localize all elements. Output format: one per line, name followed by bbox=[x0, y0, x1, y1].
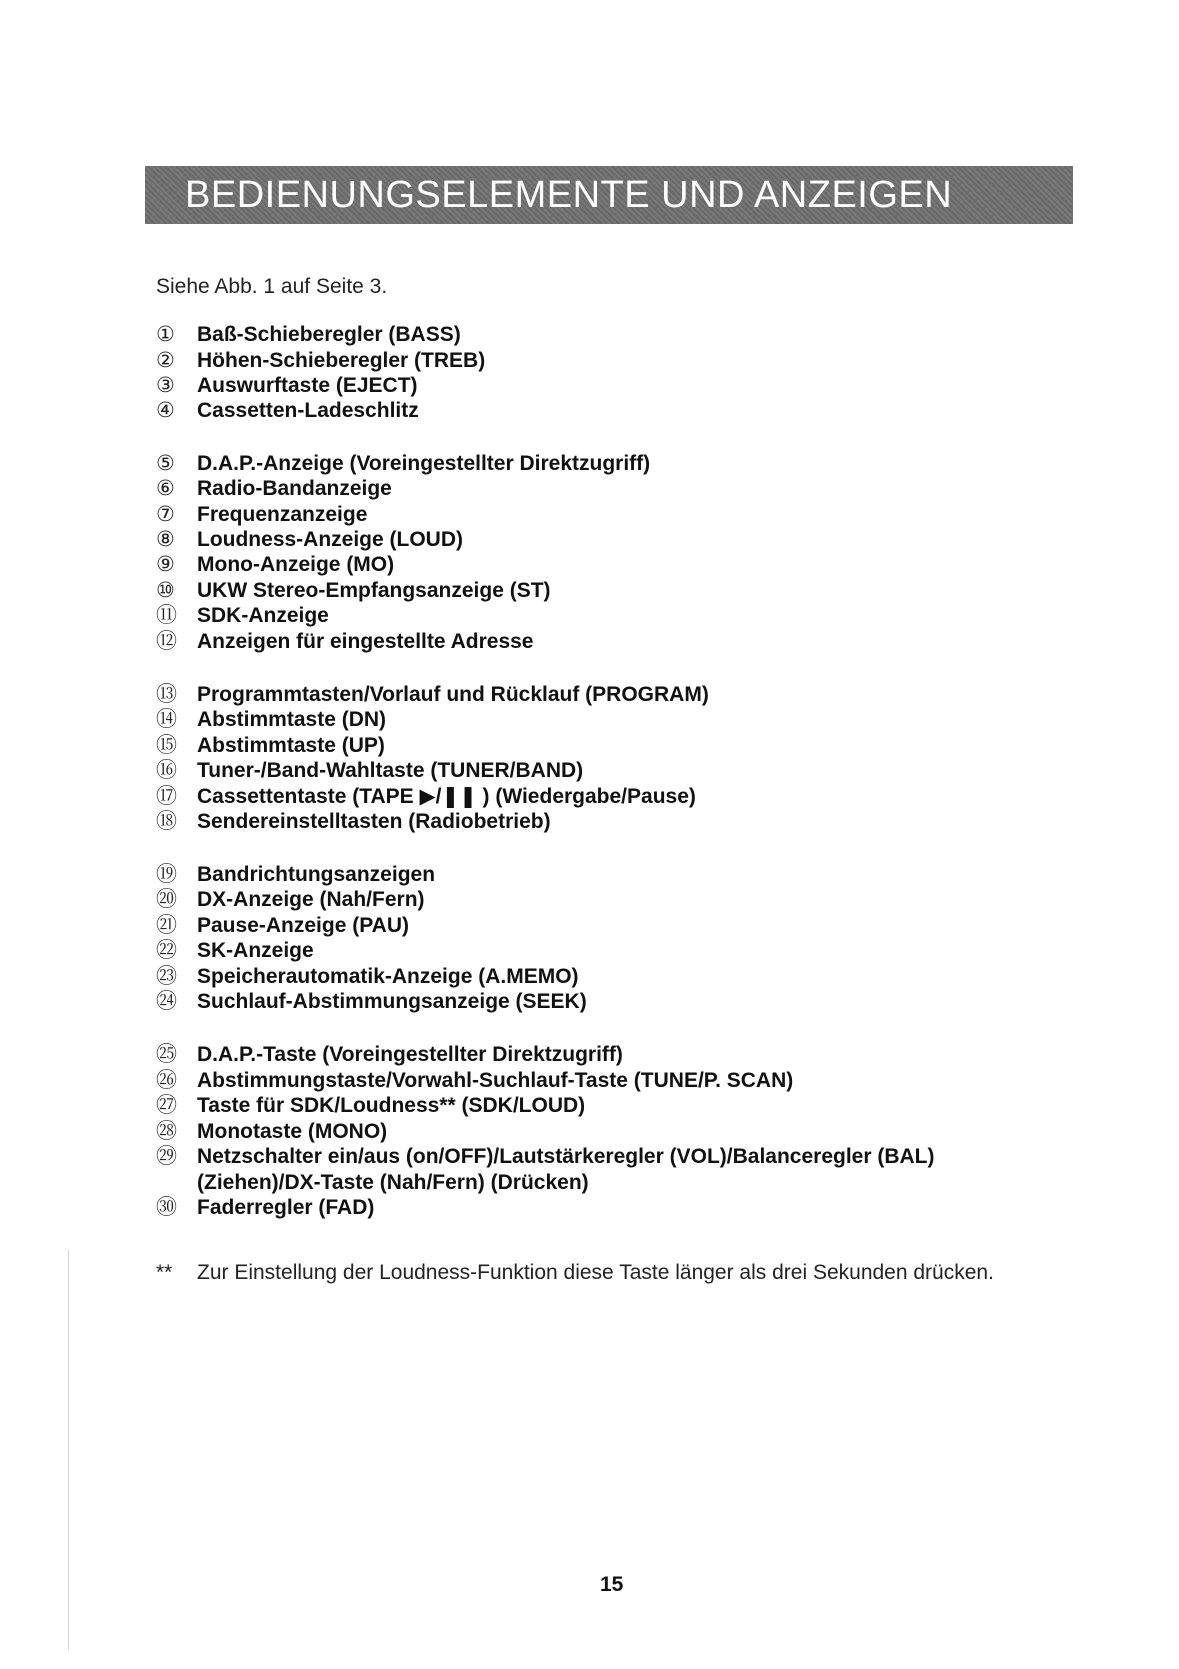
item-number: ⑩ bbox=[156, 579, 175, 602]
item-label: Auswurftaste (EJECT) bbox=[197, 374, 418, 397]
item-number: ⑰ bbox=[156, 785, 177, 808]
item-number: ⑬ bbox=[156, 683, 177, 706]
item-label: Abstimmungstaste/Vorwahl-Suchlauf-Taste (TUNE/P. SCAN) bbox=[197, 1069, 794, 1092]
page-number: 15 bbox=[600, 1573, 624, 1596]
footnote-mark: ** bbox=[156, 1261, 173, 1284]
item-label: Abstimmtaste (UP) bbox=[197, 734, 385, 757]
item-number: ③ bbox=[156, 374, 175, 397]
item-label: Radio-Bandanzeige bbox=[197, 477, 392, 500]
item-number: ㉔ bbox=[156, 990, 177, 1013]
item-number: ⑳ bbox=[156, 888, 177, 911]
item-label: UKW Stereo-Empfangsanzeige (ST) bbox=[197, 579, 551, 602]
item-number: ⑨ bbox=[156, 553, 175, 576]
margin-rule bbox=[68, 1250, 69, 1650]
item-label: Sendereinstelltasten (Radiobetrieb) bbox=[197, 810, 551, 833]
item-number: ⑯ bbox=[156, 759, 177, 782]
item-label: Netzschalter ein/aus (on/OFF)/Lautstärkeregler (VOL)/Balanceregler (BAL) bbox=[197, 1145, 935, 1168]
item-label: Höhen-Schieberegler (TREB) bbox=[197, 349, 486, 372]
item-number: ⑮ bbox=[156, 734, 177, 757]
item-label: Bandrichtungsanzeigen bbox=[197, 863, 436, 886]
item-number: ⑲ bbox=[156, 863, 177, 886]
item-label: Baß-Schieberegler (BASS) bbox=[197, 323, 461, 346]
item-number: ⑫ bbox=[156, 630, 177, 653]
item-label: D.A.P.-Taste (Voreingestellter Direktzugriff) bbox=[197, 1043, 623, 1066]
item-label: Speicherautomatik-Anzeige (A.MEMO) bbox=[197, 965, 579, 988]
item-label: Suchlauf-Abstimmungsanzeige (SEEK) bbox=[197, 990, 587, 1013]
item-number: ⑤ bbox=[156, 452, 175, 475]
item-label: Monotaste (MONO) bbox=[197, 1120, 388, 1143]
item-label: Mono-Anzeige (MO) bbox=[197, 553, 395, 576]
item-label: D.A.P.-Anzeige (Voreingestellter Direktzugriff) bbox=[197, 452, 651, 475]
item-label: SDK-Anzeige bbox=[197, 604, 329, 627]
footnote-text: Zur Einstellung der Loudness-Funktion diese Taste länger als drei Sekunden drücken. bbox=[197, 1261, 994, 1284]
item-label: Programmtasten/Vorlauf und Rücklauf (PROGRAM) bbox=[197, 683, 709, 706]
intro-reference: Siehe Abb. 1 auf Seite 3. bbox=[156, 275, 388, 298]
item-number: ⑦ bbox=[156, 503, 175, 526]
item-number: ㉑ bbox=[156, 914, 177, 937]
item-number: ① bbox=[156, 323, 175, 346]
item-number: ⑱ bbox=[156, 810, 177, 833]
item-label: Tuner-/Band-Wahltaste (TUNER/BAND) bbox=[197, 759, 584, 782]
section-heading: BEDIENUNGSELEMENTE UND ANZEIGEN bbox=[185, 174, 953, 216]
item-label: (Ziehen)/DX-Taste (Nah/Fern) (Drücken) bbox=[197, 1171, 589, 1194]
item-number: ㉚ bbox=[156, 1196, 177, 1219]
item-label: Frequenzanzeige bbox=[197, 503, 368, 526]
item-label: Taste für SDK/Loudness** (SDK/LOUD) bbox=[197, 1094, 586, 1117]
item-label: Cassetten-Ladeschlitz bbox=[197, 399, 419, 422]
item-label: Pause-Anzeige (PAU) bbox=[197, 914, 409, 937]
item-number: ㉒ bbox=[156, 939, 177, 962]
item-number: ㉘ bbox=[156, 1120, 177, 1143]
item-number: ㉓ bbox=[156, 965, 177, 988]
item-number: ⑪ bbox=[156, 604, 177, 627]
item-number: ② bbox=[156, 349, 175, 372]
item-label: Faderregler (FAD) bbox=[197, 1196, 375, 1219]
item-number: ㉖ bbox=[156, 1069, 177, 1092]
item-number: ㉕ bbox=[156, 1043, 177, 1066]
item-label: Anzeigen für eingestellte Adresse bbox=[197, 630, 534, 653]
item-label: Loudness-Anzeige (LOUD) bbox=[197, 528, 463, 551]
item-label: SK-Anzeige bbox=[197, 939, 314, 962]
item-number: ㉙ bbox=[156, 1145, 177, 1168]
item-number: ㉗ bbox=[156, 1094, 177, 1117]
item-number: ⑥ bbox=[156, 477, 175, 500]
item-number: ⑭ bbox=[156, 708, 177, 731]
item-number: ⑧ bbox=[156, 528, 175, 551]
item-label: DX-Anzeige (Nah/Fern) bbox=[197, 888, 425, 911]
item-label: Cassettentaste (TAPE ▶/❚❚ ) (Wiedergabe/Pause) bbox=[197, 785, 696, 808]
item-label: Abstimmtaste (DN) bbox=[197, 708, 387, 731]
item-number: ④ bbox=[156, 399, 175, 422]
